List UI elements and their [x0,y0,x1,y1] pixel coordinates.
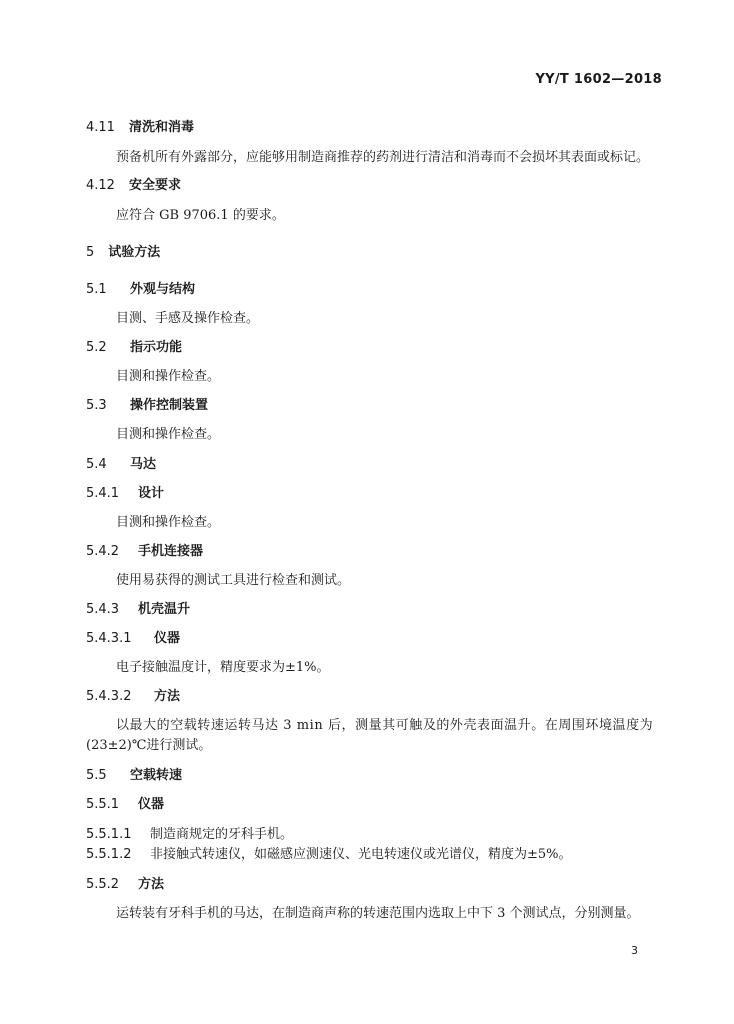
section-number: 5.4.2 [86,544,120,559]
page-number: 3 [631,944,638,957]
section-heading-5 [86,243,664,263]
section-number: 5.1 [86,282,107,297]
section-heading-5-4-3 [86,600,664,620]
section-title: 空载转速 [130,768,183,783]
paragraph: 目测和操作检查。 [116,369,221,384]
section-number: 5.4.1 [86,486,120,501]
section-heading-5-4-3-2 [86,687,664,707]
section-number: 5.5.1 [86,797,120,812]
section-number: 5.4.3.1 [86,631,132,646]
section-title: 安全要求 [128,178,181,193]
item-text: 制造商规定的牙科手机。 [150,827,294,842]
section-heading-5-3 [86,396,664,416]
section-heading-5-4-2 [86,542,664,562]
section-number: 5.4.3.2 [86,689,132,704]
section-title: 设计 [138,486,165,501]
section-number: 5.4.3 [86,602,120,617]
section-title: 手机连接器 [138,544,204,559]
paragraph: 运转装有牙科手机的马达，在制造商声称的转速范围内选取上中下 3 个测试点，分别测量。 [116,906,640,921]
section-heading-5-5-1 [86,795,664,815]
paragraph: 使用易获得的测试工具进行检查和测试。 [116,573,351,588]
paragraph: 目测和操作检查。 [116,515,221,530]
paragraph: 以最大的空载转速运转马达 3 min 后，测量其可触及的外壳表面温升。在周围环境温度为 [116,718,654,733]
section-heading-5-4 [86,455,664,475]
paragraph: 目测和操作检查。 [116,427,221,442]
section-number: 5.5 [86,768,107,783]
section-title: 试验方法 [108,245,161,260]
item-number: 5.5.1.1 [86,827,132,842]
section-heading-5-4-3-1 [86,629,664,649]
section-number: 4.11 [86,120,115,135]
section-heading-5-5 [86,766,664,786]
section-heading-5-5-2 [86,875,664,895]
list-item-5-5-1-1 [86,825,664,845]
section-heading-5-4-1 [86,484,664,504]
section-number: 5.5.2 [86,877,120,892]
section-heading-5-1 [86,280,664,300]
section-title: 仪器 [154,631,181,646]
section-title: 外观与结构 [130,282,196,297]
section-title: 操作控制装置 [130,398,209,413]
paragraph: 应符合 GB 9706.1 的要求。 [116,208,285,223]
section-title: 仪器 [138,797,165,812]
section-number: 5 [86,245,95,260]
section-title: 马达 [130,457,157,472]
section-title: 清洗和消毒 [128,120,194,135]
section-heading-5-2 [86,338,664,358]
paragraph: 目测、手感及操作检查。 [116,311,260,326]
list-item-5-5-1-2 [86,845,664,865]
section-title: 方法 [138,877,165,892]
section-number: 5.2 [86,340,107,355]
paragraph-continuation: (23±2)℃进行测试。 [86,738,212,753]
section-title: 指示功能 [130,340,183,355]
section-heading-4-12 [86,176,664,196]
section-number: 4.12 [86,178,115,193]
section-title: 方法 [154,689,181,704]
item-text: 非接触式转速仪，如磁感应测速仪、光电转速仪或光谱仪，精度为±5%。 [150,847,572,862]
paragraph: 电子接触温度计，精度要求为±1%。 [116,660,330,675]
item-number: 5.5.1.2 [86,847,132,862]
section-title: 机壳温升 [138,602,191,617]
section-number: 5.3 [86,398,107,413]
standard-code-header: YY/T 1602—2018 [535,72,662,87]
section-heading-4-11 [86,118,664,138]
paragraph: 预备机所有外露部分，应能够用制造商推荐的药剂进行清洁和消毒而不会损坏其表面或标记。 [116,150,650,165]
section-number: 5.4 [86,457,107,472]
